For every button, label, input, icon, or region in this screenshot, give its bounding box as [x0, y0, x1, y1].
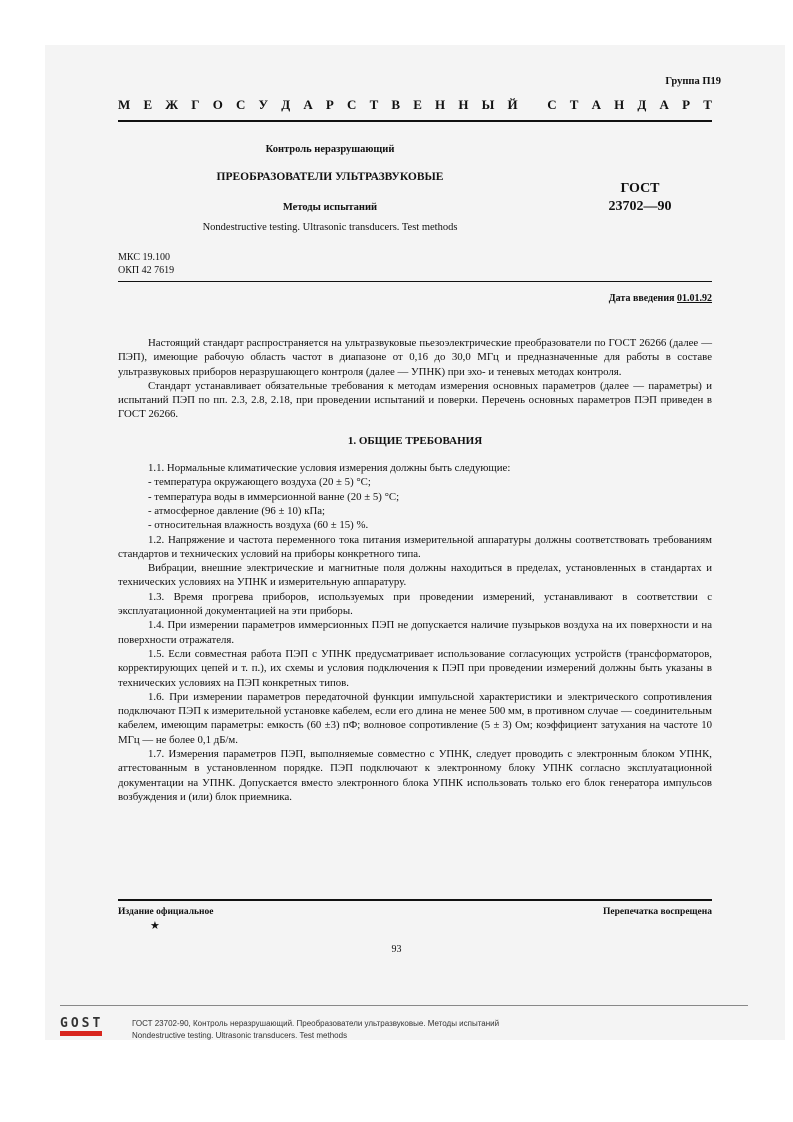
heading-letter: Е	[143, 97, 153, 112]
logo-expert-bar	[60, 1031, 102, 1036]
heading-letter: Т	[369, 97, 379, 112]
classification-codes	[118, 251, 174, 277]
list-item: - атмосферное давление (96 ± 10) кПа;	[148, 504, 326, 517]
heading-letter: А	[591, 97, 601, 112]
heading-letter: М	[118, 97, 131, 112]
heading-letter: С	[236, 97, 246, 112]
source-title: ГОСТ 23702-90, Контроль неразрушающий. Преобразователи ультразвуковые. Методы испытаний	[132, 1019, 500, 1028]
logo-text: GOST	[60, 1016, 104, 1031]
heading-letter: Ы	[481, 97, 495, 112]
clause-1-2: 1.2. Напряжение и частота переменного тока питания измерительной аппаратуры должны соответствовать требованиям стандартов и технических условий на приборы конкретного типа.	[118, 533, 712, 560]
clause-1-1: 1.1. Нормальные климатические условия измерения должны быть следующие:	[148, 462, 511, 475]
heading-letter: Т	[703, 97, 712, 112]
source-info	[132, 1018, 499, 1042]
gost-logo	[60, 1018, 102, 1036]
paragraph-requirements: Стандарт устанавливает обязательные требования к методам измерения основных параметров (далее — параметры) и испытаний ПЭП по пп. 2.3, 2.8, 2.18, при проведении испытаний и поверки. Перечень основных параметров ПЭП приведен в ГОСТ 26266.	[118, 379, 712, 421]
gost-number-block	[580, 180, 700, 216]
date-label: Дата введения	[608, 293, 675, 304]
title-subject: Контроль неразрушающий	[265, 144, 395, 155]
heading-letter: Д	[281, 97, 291, 112]
heading-letter: В	[391, 97, 401, 112]
heading-letter: А	[303, 97, 313, 112]
gost-label: ГОСТ	[620, 181, 660, 196]
clause-1-7: 1.7. Измерения параметров ПЭП, выполняемые совместно с УПНК, следует проводить с электронным блоком УПНК, аттестованным в установленном порядке. ПЭП подключают к электронному блоку УПНК согласно эксплуатационной документации на УПНК. Допускается вместо электронного блока УПНК использовать только его блок генератора импульсов возбуждения и (или) блок приемника.	[118, 748, 712, 803]
list-item: - температура воды в иммерсионной ванне (20 ± 5) °С;	[148, 490, 400, 503]
list-item: - температура окружающего воздуха (20 ± 5) °С;	[148, 476, 371, 489]
page-number: 93	[391, 944, 402, 955]
gost-number: 23702—90	[608, 199, 672, 214]
section-heading: 1. ОБЩИЕ ТРЕБОВАНИЯ	[347, 434, 483, 447]
heading-letter: А	[659, 97, 669, 112]
mks-code: МКС 19.100	[118, 252, 170, 263]
paragraph-scope: Настоящий стандарт распространяется на ультразвуковые пьезоэлектрические преобразователи по ГОСТ 26266 (далее — ПЭП), имеющие рабочую область частот в диапазоне от 0,16 до 30,0 МГц и предназначенные для работы в составе ультразвуковых приборов неразрушающего контроля (далее — УПНК) при эхо- и теневых методах контроля.	[118, 337, 712, 378]
heading-letter: Н	[614, 97, 625, 112]
title-main: ПРЕОБРАЗОВАТЕЛИ УЛЬТРАЗВУКОВЫЕ	[216, 171, 444, 183]
clause-1-3: 1.3. Время прогрева приборов, используемых при проведении измерений, устанавливают в соответствии с эксплуатационной документацией на эти приборы.	[118, 590, 712, 618]
source-subtitle: Nondestructive testing. Ultrasonic transducers. Test methods	[132, 1031, 348, 1040]
heading-letter: Е	[413, 97, 422, 112]
document-body	[118, 336, 712, 804]
heading-letter: Д	[637, 97, 647, 112]
group-label: Группа П19	[665, 76, 721, 87]
clause-1-2-vibration: Вибрации, внешние электрические и магнитные поля должны находиться в пределах, установленных в стандартах и технических условиях на УПНК и измерительную аппаратуру.	[118, 562, 712, 589]
title-english: Nondestructive testing. Ultrasonic transducers. Test methods	[202, 222, 458, 233]
heading-letter: Г	[191, 97, 200, 112]
source-rule	[60, 1005, 748, 1006]
heading-letter: С	[547, 97, 557, 112]
heading-letter: С	[347, 97, 357, 112]
footer-rule	[118, 899, 712, 901]
introduction-date	[609, 293, 712, 304]
heading-letter: Р	[325, 97, 334, 112]
interstate-standard-heading	[118, 97, 712, 113]
heading-letter: Н	[458, 97, 469, 112]
header-rule	[118, 120, 712, 122]
heading-letter: У	[258, 97, 269, 112]
edition-label: Издание официальное	[118, 907, 214, 917]
clause-1-5: 1.5. Если совместная работа ПЭП с УПНК предусматривает использование согласующих устройств (трансформаторов, корректирующих цепей и т. п.), их схемы и условия подключения к ПЭП при проведении измерений должны быть указаны в технических условиях на ПЭП конкретных типов.	[118, 647, 712, 689]
classification-rule	[118, 281, 712, 282]
star-icon: ★	[150, 920, 160, 932]
heading-letter: О	[212, 97, 223, 112]
clause-1-4: 1.4. При измерении параметров иммерсионных ПЭП не допускается наличие пузырьков воздуха на их поверхности и на поверхности отражателя.	[118, 619, 712, 646]
list-item: - относительная влажность воздуха (60 ± 15) %.	[148, 519, 369, 532]
okp-code: ОКП 42 7619	[118, 265, 175, 276]
heading-letter	[531, 97, 534, 113]
heading-letter: Р	[682, 97, 691, 112]
heading-letter: Н	[435, 97, 446, 112]
heading-letter: Й	[507, 97, 518, 112]
heading-letter: Т	[569, 97, 579, 112]
reprint-notice: Перепечатка воспрещена	[602, 907, 712, 917]
date-value: 01.01.92	[677, 293, 712, 304]
clause-1-6: 1.6. При измерении параметров передаточной функции импульсной характеристики и электрического сопротивления подключают ПЭП к измерительной установке кабелем, если его длина не менее 500 мм, в противном случае — соединительным кабелем, имеющим параметры: емкость (60 ±3) пФ; волновое сопротивление (5 ± 3) Ом; коэффициент затухания на частоте 10 МГц — не более 0,1 дБ/м.	[118, 690, 712, 746]
title-methods: Методы испытаний	[282, 202, 378, 213]
heading-letter: Ж	[165, 97, 179, 112]
